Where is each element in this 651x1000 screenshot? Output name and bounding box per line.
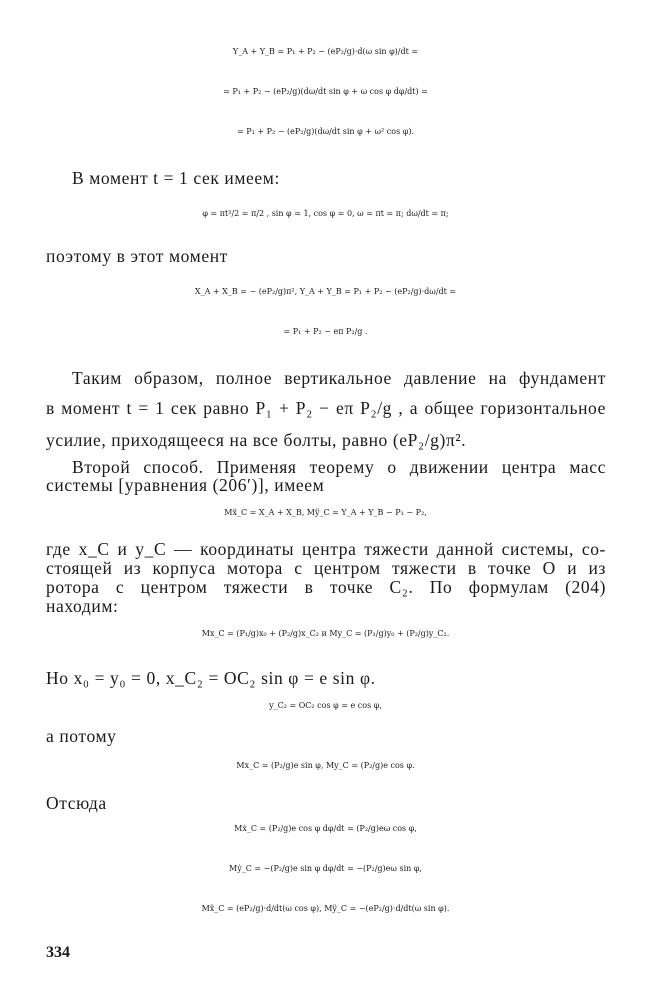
text-line: В момент t = 1 сек имеем: xyxy=(72,168,280,188)
text-line: усилие, приходящееся на все болты, равно (eP₂/g)π². xyxy=(46,430,467,450)
text-line: Отсюда xyxy=(46,793,107,813)
equation-line: = P₁ + P₂ − eπ P₂/g . xyxy=(283,327,368,336)
equation-line: Mẍ_C = X_A + X_B, Mÿ_C = Y_A + Y_B − P₁ − P₂, xyxy=(224,508,427,517)
equation-line: X_A + X_B = − (eP₂/g)π², Y_A + Y_B = P₁ + P₂ − (eP₂/g)·dω/dt = xyxy=(194,287,457,296)
text-line: ротора с центром тяжести в точке C₂. По формулам (204) xyxy=(46,577,606,597)
equation-line: Mx_C = (P₁/g)x₀ + (P₂/g)x_C₂ и My_C = (P₁/g)y₀ + (P₂/g)y_C₂. xyxy=(201,629,450,638)
equation-line: Mẋ_C = (P₂/g)e cos φ dφ/dt = (P₂/g)eω cos φ, xyxy=(234,824,417,833)
equation-line: Mẏ_C = −(P₂/g)e sin φ dφ/dt = −(P₂/g)eω sin φ, xyxy=(229,864,422,873)
text-line: поэтому в этот момент xyxy=(46,246,228,266)
text-line: где x_C и y_C — координаты центра тяжести данной системы, со- xyxy=(46,539,606,559)
equation-line: Mx_C = (P₂/g)e sin φ, My_C = (P₂/g)e cos φ. xyxy=(236,761,415,770)
equation-line: Y_A + Y_B = P₁ + P₂ − (eP₂/g)·d(ω sin φ)/dt = xyxy=(232,47,419,56)
equation-line: y_C₂ = OC₂ cos φ = e cos φ, xyxy=(269,701,382,710)
text-line: а потому xyxy=(46,726,117,746)
text-line: Таким образом, полное вертикальное давление на фундамент xyxy=(72,368,606,388)
text-line: в момент t = 1 сек равно P₁ + P₂ − eπ P₂/g , а общее горизонтальное xyxy=(46,398,606,418)
equation-line: φ = πt²/2 = π/2 , sin φ = 1, cos φ = 0, ω = πt = π; dω/dt = π; xyxy=(202,209,449,218)
text-line: Но x₀ = y₀ = 0, x_C₂ = OC₂ sin φ = e sin φ. xyxy=(46,668,376,688)
equation-line: = P₁ + P₂ − (eP₂/g)(dω/dt sin φ + ω cos φ dφ/dt) = xyxy=(223,87,428,96)
text-line: системы [уравнения (206′)], имеем xyxy=(46,475,325,495)
text-line: Второй способ. Применяя теорему о движении центра масс xyxy=(72,457,606,477)
equation-line: Mẍ_C = (eP₂/g)·d/dt(ω cos φ), Mÿ_C = −(eP₂/g)·d/dt(ω sin φ). xyxy=(201,904,450,913)
page-number: 334 xyxy=(46,944,70,961)
text-line: стоящей из корпуса мотора с центром тяжести в точке O и из xyxy=(46,558,606,578)
equation-line: = P₁ + P₂ − (eP₂/g)(dω/dt sin φ + ω² cos φ). xyxy=(237,127,414,136)
text-line: находим: xyxy=(46,596,119,616)
